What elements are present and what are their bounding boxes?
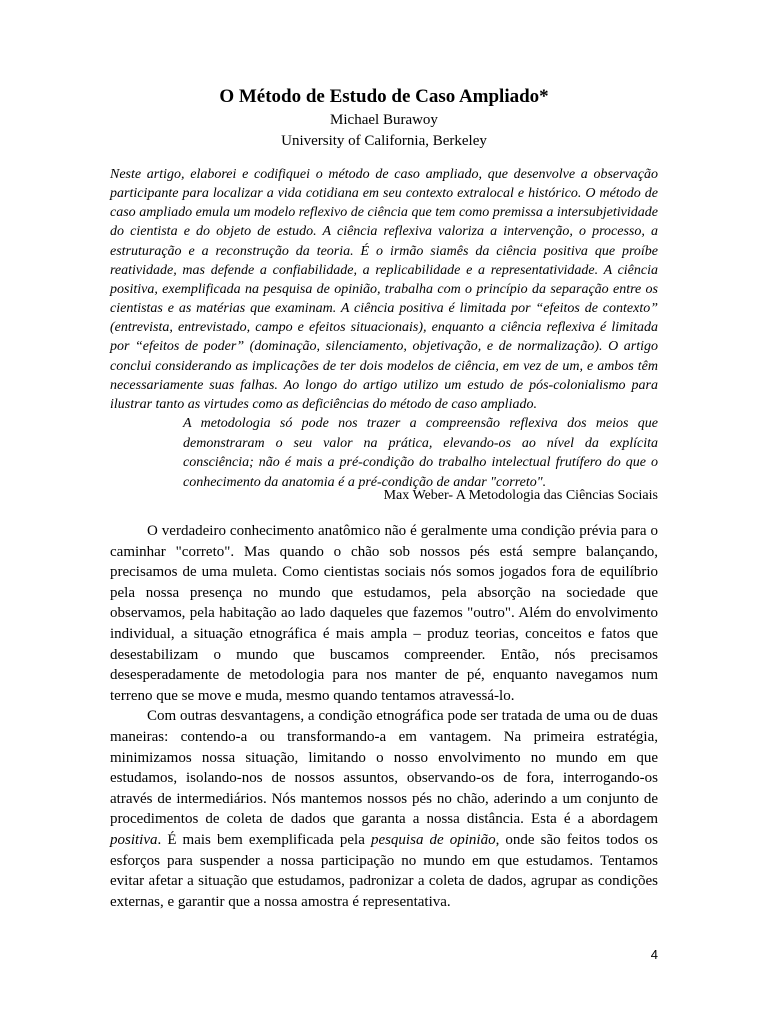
paragraph-1: O verdadeiro conhecimento anatômico não é geralmente uma condição prévia para o caminhar "correto". Mas quando o chão sob nossos pés está sempre balançando, precisamos de uma muleta. Como cientistas sociais nós somos jogados fora de equilíbrio pela nossa presença no mundo que estudamos, pela absorção na sociedade que observamos, pela habitação ao lado daqueles que fazemos "outro". Além do envolvimento individual, a situação etnográfica é mais ampla – produz teorias, conceitos e fatos que desestabilizam o mundo que buscamos compreender. Então, nós precisamos desesperadamente de metodologia para nos manter de pé, enquanto navegamos num terreno que se move e muda, mesmo quando tentamos atravessá-lo. [110, 523, 658, 704]
author-name: Michael Burawoy [330, 112, 438, 128]
page-number: 4 [650, 947, 658, 962]
paragraph-2 [110, 706, 658, 912]
body-text [110, 521, 658, 912]
paragraph-2-part-c: , onde são feitos todos os esforços para suspender a nossa participação no mundo em que estudamos. Tentamos evitar afetar a situação que estudamos, padronizar a coleta de dados, agrupar as condições externas, e garantir que a nossa amostra é representativa. [110, 831, 658, 910]
epigraph-quote: A metodologia só pode nos trazer a compreensão reflexiva dos meios que demonstraram o seu valor na prática, elevando-os ao nível da explícita consciência; não é mais a pré-condição do trabalho intelectual frutífero do que o conhecimento da anatomia é a pré-condição de andar "correto". [183, 416, 658, 490]
article-title: O Método de Estudo de Caso Ampliado* [219, 86, 549, 107]
paragraph-2-part-a: Com outras desvantagens, a condição etnográfica pode ser tratada de uma ou de duas maneiras: contendo-a ou transformando-a em vantagem. Na primeira estratégia, minimizamos nossa situação, limitando o nosso envolvimento no mundo em que estudamos, isolando-nos de nossos assuntos, observando-os de fora, interrogando-os através de intermediários. Nós mantemos nossos pés no chão, aderindo a um conjunto de procedimentos de coleta de dados que garanta a nossa distância. Esta é a abordagem [110, 708, 658, 828]
emphasis-pesquisa-de-opiniao: pesquisa de opinião [370, 831, 496, 848]
author-affiliation: University of California, Berkeley [281, 133, 487, 149]
abstract: Neste artigo, elaborei e codifiquei o método de caso ampliado, que desenvolve a observação participante para localizar a vida cotidiana em seu contexto extralocal e histórico. O método de caso ampliado emula um modelo reflexivo de ciência que tem como premissa a intersubjetividade do cientista e do objeto de estudo. A ciência reflexiva valoriza a intervenção, o processo, a estruturação e a reconstrução da teoria. É o irmão siamês da ciência positiva que proíbe reatividade, mas defende a confiabilidade, a replicabilidade e a representatividade. A ciência positiva, exemplificada na pesquisa de opinião, trabalha com o princípio da separação entre os cientistas e as matérias que examinam. A ciência positiva é limitada por “efeitos de contexto” (entrevista, entrevistado, campo e efeitos situacionais), enquanto a ciência reflexiva é limitada por “efeitos de poder” (dominação, silenciamento, objetivação, e de normalização). O artigo conclui considerando as implicações de ter dois modelos de ciência, em vez de um, e ambos têm necessariamente suas falhas. Ao longo do artigo utilizo um estudo de pós-colonialismo para ilustrar tanto as virtudes como as deficiências do método de caso ampliado. [110, 167, 658, 412]
paragraph-2-part-b: . É mais bem exemplificada pela [157, 831, 371, 848]
article-header [110, 84, 658, 152]
emphasis-positiva: positiva [110, 831, 158, 848]
epigraph-attribution: Max Weber- A Metodologia das Ciências Sociais [383, 488, 658, 503]
